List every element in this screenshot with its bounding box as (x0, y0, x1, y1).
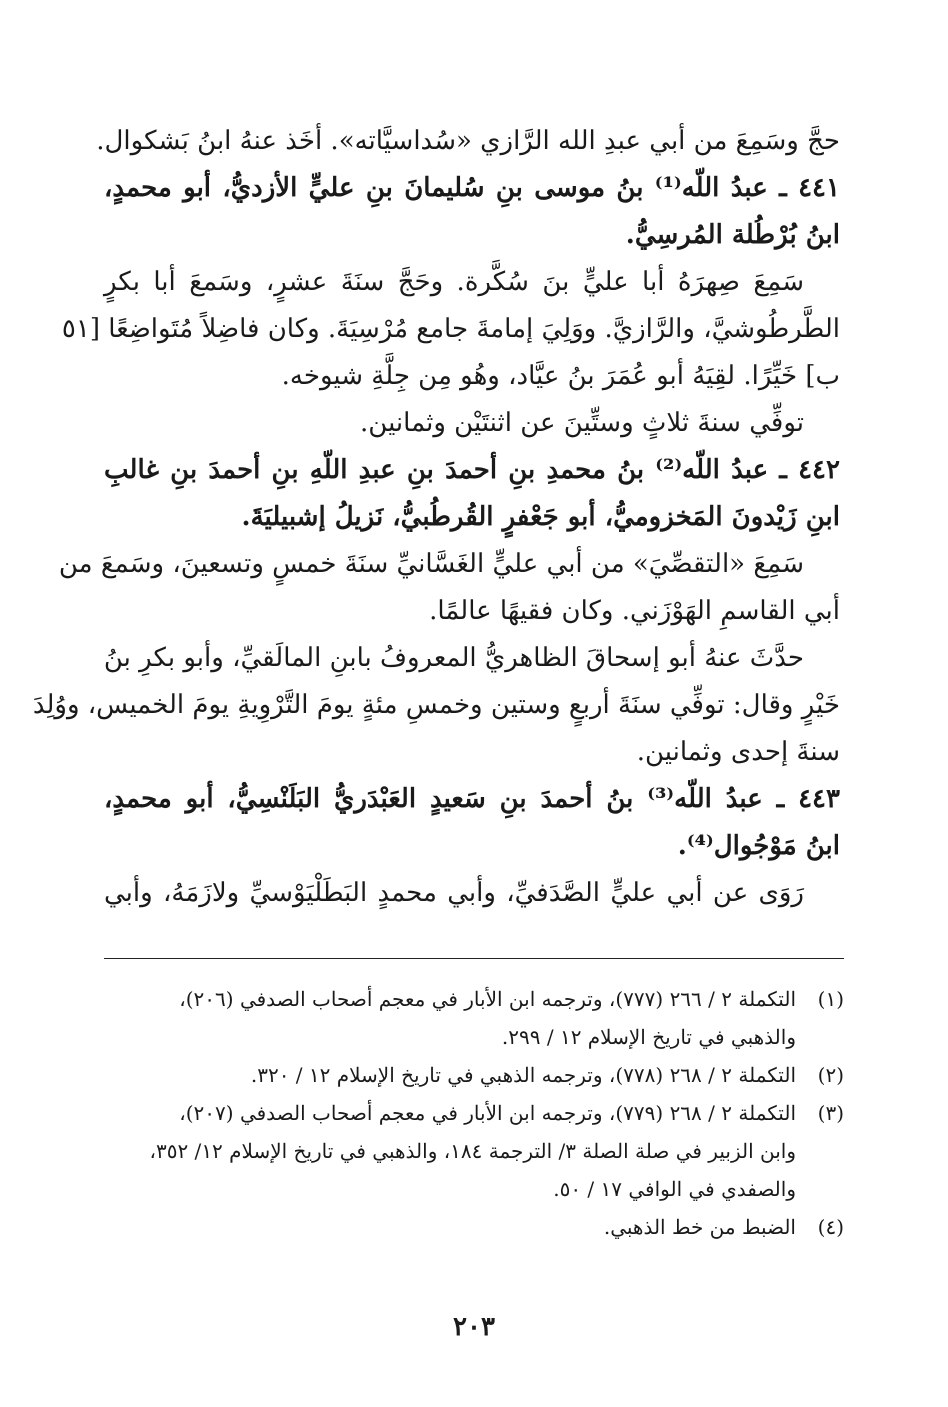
entry-heading-442-cont: ابنِ زَيْدونَ المَخزوميُّ، أبو جَعْفرٍ القُرطُبيُّ، نَزيلُ إشبيليَةَ. (241, 502, 840, 532)
text-line: خَيْرٍ وقال: توفِّي سنَةَ أربعٍ وستين وخمسِ مئةٍ يومَ التَّرْوِيةِ يومَ الخميس، ووُلِدَ (32, 690, 840, 720)
text-line: سَمِعَ صِهرَهُ أبا عليٍّ بنَ سُكَّرة. وحَجَّ سنَةَ عشرٍ، وسَمعَ أبا بكرٍ (104, 267, 804, 297)
footnote-text: والصفدي في الوافي ١٧ / ٥٠. (553, 1177, 796, 1201)
footnotes (104, 980, 844, 1246)
page-number: ٢٠٣ (453, 1312, 495, 1342)
footnote-2 (104, 1056, 844, 1094)
footnote-text: التكملة ٢ / ٢٦٦ (٧٧٧)، وترجمه ابن الأبار في معجم أصحاب الصدفي (٢٠٦)، (179, 987, 796, 1011)
entry-heading-443: ٤٤٣ ـ عبدُ اللّه⁽³⁾ بنُ أحمدَ بنِ سَعيدٍ العَبْدَريُّ البَلَنْسِيُّ، أبو محمدٍ، (104, 784, 840, 814)
entry-heading-441-cont: ابنُ بُرْطُلة المُرسِيُّ. (625, 220, 840, 250)
entry-heading-441: ٤٤١ ـ عبدُ اللّه⁽¹⁾ بنُ موسى بنِ سُليمانَ بنِ عليٍّ الأزديُّ، أبو محمدٍ، (104, 173, 840, 203)
entry-heading-443-cont: ابنُ مَوْجُوال⁽⁴⁾. (677, 831, 840, 861)
footnote-text: التكملة ٢ / ٢٦٨ (٧٧٩)، وترجمه ابن الأبار في معجم أصحاب الصدفي (٢٠٧)، (179, 1101, 796, 1125)
main-text (32, 118, 840, 917)
text-line: سنةَ إحدى وثمانين. (636, 737, 840, 767)
footnote-text: التكملة ٢ / ٢٦٨ (٧٧٨)، وترجمه الذهبي في تاريخ الإسلام ١٢ / ٣٢٠. (250, 1063, 796, 1087)
text-line: ب] خَيِّرًا. لقِيَهُ أبو عُمَرَ بنُ عيَّاد، وهُو مِن جِلَّةِ شيوخه. (281, 361, 840, 391)
text-line: الطَّرطُوشيَّ، والرَّازيَّ. ووَلِيَ إمامةَ جامع مُرْسِيَةَ. وكان فاضِلاً مُتَواضِعًا [٥١ (61, 314, 840, 344)
footnote-number: (١) (817, 987, 844, 1011)
footnote-text: الضبط من خط الذهبي. (603, 1215, 796, 1239)
text-line: أبي القاسمِ الهَوْزَني. وكان فقيهًا عالمًا. (429, 596, 840, 626)
footnote-number: (٢) (817, 1063, 844, 1087)
footnote-number: (٣) (817, 1101, 844, 1125)
text-line: توفِّي سنةَ ثلاثٍ وستِّينَ عن اثنتَيْن وثمانين. (360, 408, 804, 438)
entry-heading-442: ٤٤٢ ـ عبدُ اللّه⁽²⁾ بنُ محمدِ بنِ أحمدَ بنِ عبدِ اللّهِ بنِ أحمدَ بنِ غالبِ (104, 455, 840, 485)
footnote-separator (104, 958, 844, 959)
footnote-text: والذهبي في تاريخ الإسلام ١٢ / ٢٩٩. (501, 1025, 796, 1049)
footnote-1 (104, 980, 844, 1056)
text-line: حجَّ وسَمِعَ من أبي عبدِ الله الرَّازي «سُداسيَّاته». أخَذ عنهُ ابنُ بَشكوال. (96, 126, 840, 156)
footnote-text: وابن الزبير في صلة الصلة ٣/ الترجمة ١٨٤، والذهبي في تاريخ الإسلام ١٢/ ٣٥٢، (149, 1139, 796, 1163)
footnote-number: (٤) (817, 1215, 844, 1239)
footnote-3 (104, 1094, 844, 1208)
text-line: حدَّثَ عنهُ أبو إسحاقَ الظاهريُّ المعروفُ بابنِ المالَقيِّ، وأبو بكرِ بنُ (103, 643, 804, 673)
footnote-4 (104, 1208, 844, 1246)
text-line: سَمِعَ «التقصِّيَ» من أبي عليٍّ الغَسَّانيِّ سنَةَ خمسٍ وتسعينَ، وسَمعَ من (58, 549, 804, 579)
text-line: رَوَى عن أبي عليٍّ الصَّدَفيِّ، وأبي محمدٍ البَطَلْيَوْسيِّ ولازَمَهُ، وأبي (104, 878, 804, 908)
